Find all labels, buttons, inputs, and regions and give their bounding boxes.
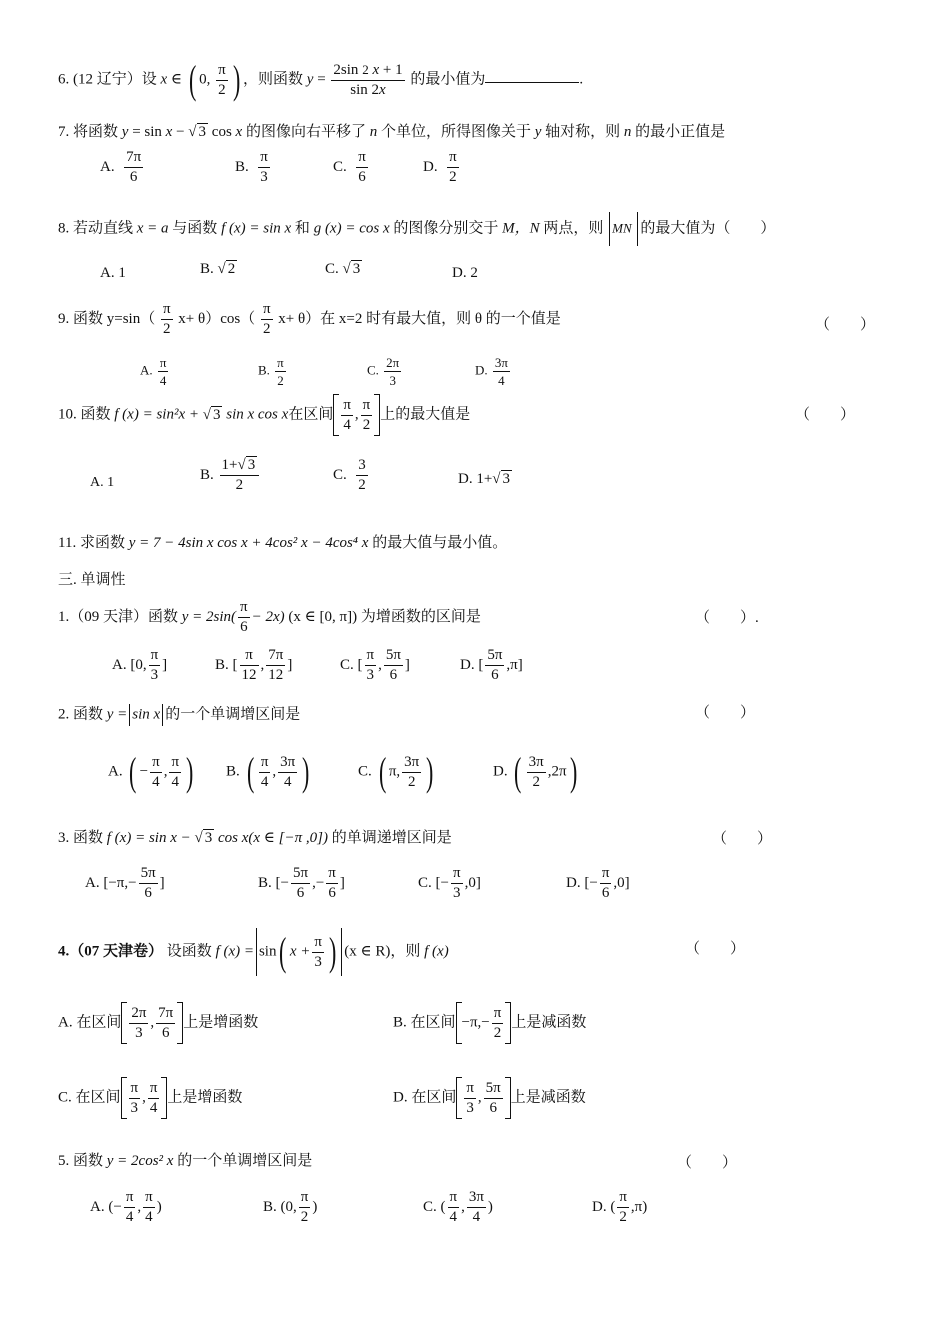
question-11: 11. 求函数 y = 7 − 4sin x cos x + 4cos² x − 4cos⁴ x 的最大值与最小值。: [58, 535, 508, 551]
m4-option-a[interactable]: A. 在区间 $\frac{2\pi}{3}$ , $\frac{7\pi}{6}$ 上是增函数: [58, 1002, 258, 1044]
q7-option-d[interactable]: D. $\frac{\pi}{2}$: [423, 149, 457, 185]
m5-answer-paren: （ ）: [677, 1155, 738, 1171]
m4-option-d[interactable]: D. 在区间 $\frac{\pi}{3}$ , $\frac{5\pi}{6}$ 上是减函数: [393, 1077, 586, 1119]
m3-option-b[interactable]: B. [− $\frac{5\pi}{6}$ ,− $\frac{\pi}{6}$ ]: [258, 865, 345, 901]
m3-answer-paren: （ ）: [712, 831, 773, 847]
m1-option-b[interactable]: B. [ $\frac{\pi}{12}$ , $\frac{7\pi}{12}$ ]: [215, 647, 293, 683]
monotonic-question-4: 4.（07 天津卷） 设函数 f (x) = sin( x + $\frac{\pi}{3}$ ) (x ∈ R)，则 f (x): [58, 929, 449, 974]
monotonic-question-2: 2. 函数 y = sin x 的一个单调增区间是: [58, 704, 300, 726]
m1-option-c[interactable]: C. [ $\frac{\pi}{3}$ , $\frac{5\pi}{6}$ ]: [340, 647, 410, 683]
q7-option-a[interactable]: A. $\frac{7\pi}{6}$: [100, 149, 142, 185]
m3-option-c[interactable]: C. [− $\frac{\pi}{3}$ ,0]: [418, 865, 481, 901]
q9-option-d[interactable]: D. $\frac{3\pi}{4}$: [475, 355, 508, 388]
q10-option-d[interactable]: D. 1+√ 3: [458, 471, 511, 488]
question-8: 8. 若动直线 x = a 与函数 f (x) = sin x 和 g (x) = cos x 的图像分别交于 M，N 两点，则 MN 的最大值为（ ）: [58, 212, 775, 246]
m1-answer-paren: （ ）.: [695, 610, 759, 626]
m4-answer-paren: （ ）: [685, 941, 746, 957]
monotonic-question-3: 3. 函数 f (x) = sin x − √ 3 cos x(x ∈ [−π ,0]) 的单调递增区间是: [58, 830, 452, 847]
m1-option-a[interactable]: A. [0, $\frac{\pi}{3}$ ]: [112, 647, 168, 683]
m2-option-c[interactable]: C. ( π, $\frac{3\pi}{2}$ ): [358, 749, 434, 794]
m2-option-a[interactable]: A. ( − $\frac{\pi}{4}$ , $\frac{\pi}{4}$ ): [108, 749, 194, 794]
m4-option-c[interactable]: C. 在区间 $\frac{\pi}{3}$ , $\frac{\pi}{4}$ 上是增函数: [58, 1077, 242, 1119]
q9-answer-paren: （ ）: [815, 317, 876, 333]
m5-option-a[interactable]: A. (− $\frac{\pi}{4}$ , $\frac{\pi}{4}$ ): [90, 1189, 162, 1225]
question-9: 9. 函数 y=sin（ $\frac{\pi}{2}$ x+ θ）cos（ $\frac{\pi}{2}$ x+ θ）在 x=2 时有最大值，则 θ 的一个值是: [58, 301, 561, 337]
m1-option-d[interactable]: D. [ $\frac{5\pi}{6}$ ,π]: [460, 647, 523, 683]
question-10: 10. 函数 f (x) = sin²x + √ 3 sin x cos x在区间 $\frac{\pi}{4}$ , $\frac{\pi}{2}$ 上的最大值是: [58, 394, 470, 436]
m2-answer-paren: （ ）: [695, 705, 756, 721]
m5-option-b[interactable]: B. (0, $\frac{\pi}{2}$ ): [263, 1189, 318, 1225]
q10-option-b[interactable]: B. $\frac{1+√ 3}{2}$: [200, 458, 261, 493]
q7-option-b[interactable]: B. $\frac{\pi}{3}$: [235, 149, 268, 185]
question-6: 6. (12 辽宁）设 x ∈ ( 0, $\frac{\pi}{2}$ ) ，则函数 y = $\frac{2\sin 2 x + 1}{\sin 2x}$ 的最小值为 .: [58, 57, 584, 102]
q8-option-d[interactable]: D. 2: [452, 265, 478, 281]
q10-answer-paren: （ ）: [795, 407, 856, 423]
m3-option-a[interactable]: A. [−π,− $\frac{5\pi}{6}$ ]: [85, 865, 165, 901]
q9-option-b[interactable]: B. $\frac{\pi}{2}$: [258, 355, 284, 388]
q8-option-a[interactable]: A. 1: [100, 265, 126, 281]
m2-option-b[interactable]: B. ( $\frac{\pi}{4}$ , $\frac{3\pi}{4}$ ): [226, 749, 310, 794]
m4-option-b[interactable]: B. 在区间 −π,− $\frac{\pi}{2}$ 上是减函数: [393, 1002, 586, 1044]
q10-option-c[interactable]: C. $\frac{3}{2}$: [333, 457, 366, 493]
m3-option-d[interactable]: D. [− $\frac{\pi}{6}$ ,0]: [566, 865, 630, 901]
q9-option-a[interactable]: A. $\frac{\pi}{4}$: [140, 355, 167, 388]
monotonic-question-1: 1.（09 天津）函数 y = 2sin( $\frac{\pi}{6}$ − 2x) (x ∈ [0, π]) 为增函数的区间是: [58, 599, 481, 635]
m2-option-d[interactable]: D. ( $\frac{3\pi}{2}$ ,2π): [493, 749, 577, 794]
m5-option-c[interactable]: C. ( $\frac{\pi}{4}$ , $\frac{3\pi}{4}$ ): [423, 1189, 493, 1225]
m5-option-d[interactable]: D. ( $\frac{\pi}{2}$ ,π): [592, 1189, 648, 1225]
q9-option-c[interactable]: C. $\frac{2\pi}{3}$: [367, 355, 400, 388]
answer-blank[interactable]: [485, 66, 579, 83]
q8-option-b[interactable]: B. √ 2: [200, 261, 236, 278]
question-7: 7. 将函数 y = sin x − √ 3 cos x 的图像向右平移了 n 个单位，所得图像关于 y 轴对称，则 n 的最小正值是: [58, 124, 726, 141]
q10-option-a[interactable]: A. 1: [90, 475, 115, 490]
q7-option-c[interactable]: C. $\frac{\pi}{6}$: [333, 149, 366, 185]
section-heading: 三. 单调性: [58, 572, 126, 588]
q8-option-c[interactable]: C. √ 3: [325, 261, 361, 278]
monotonic-question-5: 5. 函数 y = 2cos² x 的一个单调增区间是: [58, 1153, 313, 1169]
